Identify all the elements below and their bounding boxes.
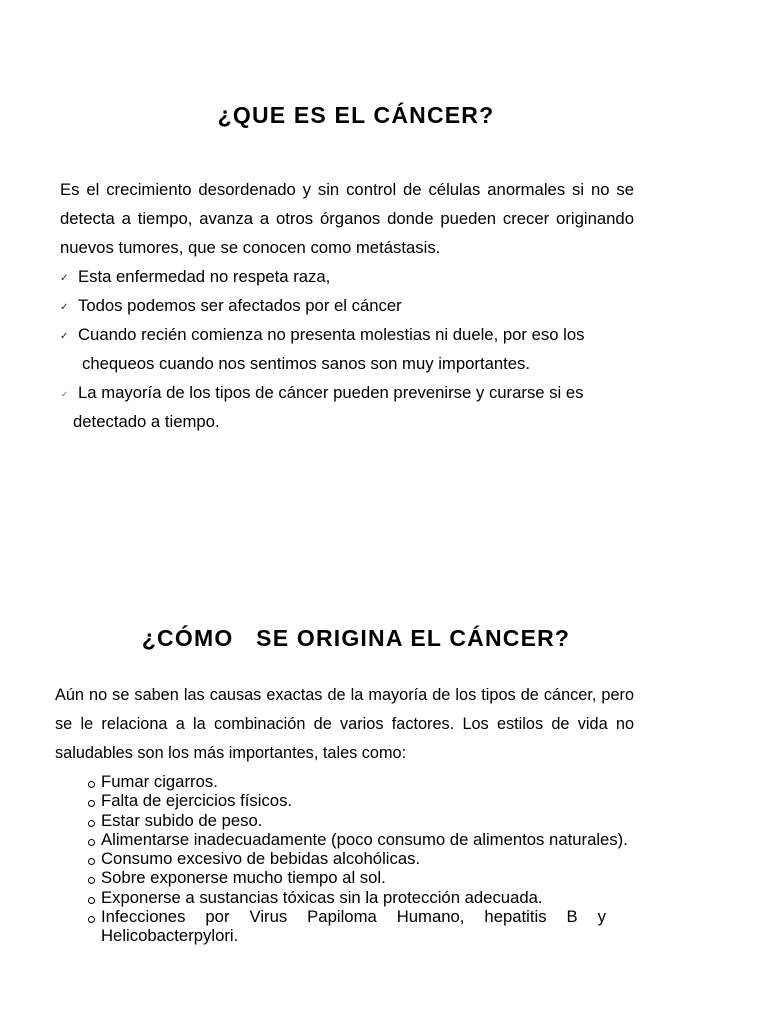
bullet-icon [88, 877, 95, 884]
checklist-item [60, 378, 660, 407]
paragraph-line: Es el crecimiento desordenado y sin control de células anormales si no se [60, 180, 634, 199]
paragraph-line: Aún no se saben las causas exactas de la mayoría de los tipos de cáncer, pero [55, 686, 634, 704]
checklist-item-continuation [60, 407, 660, 436]
bullet-item [101, 888, 641, 907]
checklist-item [60, 320, 660, 349]
paragraph-line: nuevos tumores, que se conocen como metástasis. [60, 238, 441, 257]
bullet-item [101, 868, 641, 887]
checklist-item-text: La mayoría de los tipos de cáncer pueden prevenirse y curarse si es [78, 383, 584, 402]
bullet-icon [88, 839, 95, 846]
paragraph-line: se le relaciona a la combinación de varios factores. Los estilos de vida no [55, 715, 634, 733]
bullet-list [101, 772, 641, 946]
check-icon [60, 322, 70, 351]
bullet-item-text: Consumo excesivo de bebidas alcohólicas. [101, 849, 421, 869]
intro-paragraph [60, 175, 634, 262]
bullet-item [101, 849, 641, 868]
paragraph-line: saludables son los más importantes, tales como: [55, 744, 407, 762]
checklist-item [60, 262, 660, 291]
causes-paragraph [55, 681, 634, 768]
bullet-icon [88, 820, 95, 827]
bullet-item-text: Estar subido de peso. [101, 810, 263, 830]
bullet-item [101, 772, 641, 791]
bullet-item-text: Alimentarse inadecuadamente (poco consumo de alimentos naturales). [101, 829, 628, 849]
checklist-item-text: chequeos cuando nos sentimos sanos son muy importantes. [82, 354, 531, 373]
bullet-item [101, 811, 641, 830]
bullet-item [101, 791, 641, 810]
bullet-icon [88, 800, 95, 807]
bullet-item-text: Exponerse a sustancias tóxicas sin la protección adecuada. [101, 887, 543, 907]
checklist-item-text: detectado a tiempo. [73, 412, 220, 431]
paragraph-line: detecta a tiempo, avanza a otros órganos donde pueden crecer originando [60, 209, 634, 228]
bullet-icon [88, 781, 95, 788]
bullet-item-text: Fumar cigarros. [101, 772, 218, 791]
checklist [60, 262, 660, 436]
bullet-item [101, 907, 641, 946]
checklist-item [60, 291, 660, 320]
bullet-item-text: Falta de ejercicios físicos. [101, 791, 293, 811]
bullet-item-text: Infecciones por Virus Papiloma Humano, hepatitis B y Helicobacterpylori. [101, 907, 606, 946]
checklist-item-text: Cuando recién comienza no presenta molestias ni duele, por eso los [78, 325, 585, 344]
checklist-item-text: Todos podemos ser afectados por el cáncer [78, 296, 402, 315]
checklist-item-text: Esta enfermedad no respeta raza, [78, 267, 331, 286]
bullet-item [101, 830, 641, 849]
check-icon [60, 293, 70, 322]
check-icon [61, 380, 71, 409]
bullet-icon [88, 897, 95, 904]
bullet-icon [88, 916, 95, 923]
section-title: ¿CÓMO SE ORIGINA EL CÁNCER? [141, 625, 571, 651]
bullet-icon [88, 858, 95, 865]
bullet-item-text: Sobre exponerse mucho tiempo al sol. [101, 868, 386, 888]
check-icon [60, 264, 70, 293]
checklist-item-continuation [60, 349, 660, 378]
section-title: ¿QUE ES EL CÁNCER? [217, 102, 495, 128]
